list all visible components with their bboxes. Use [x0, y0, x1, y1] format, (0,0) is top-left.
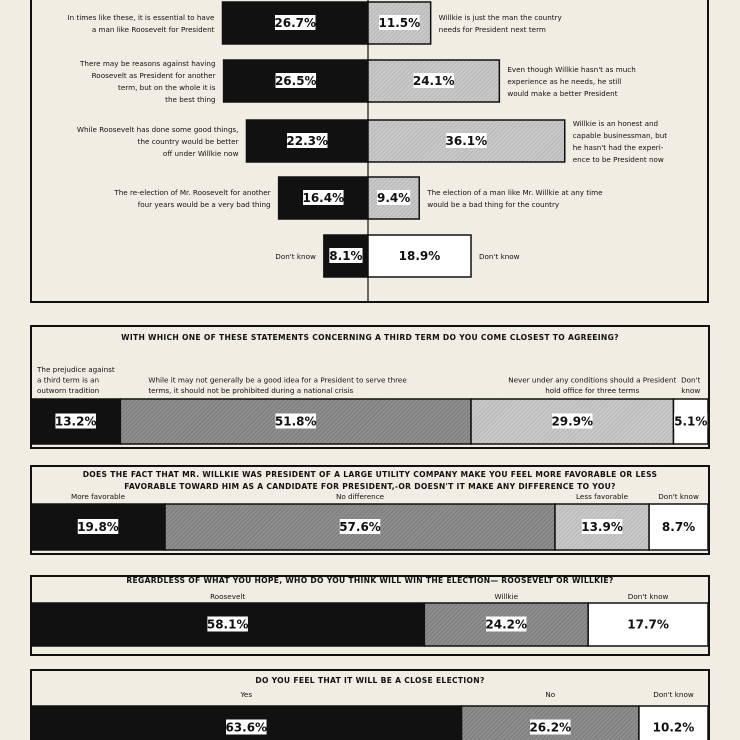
- segment-label-2-1: a third term is an: [37, 375, 100, 385]
- value-5-2: 26.2%: [529, 720, 572, 735]
- label-roosevelt-3: off under Willkie now: [162, 149, 239, 158]
- segment-label-2-3: hold office for three terms: [545, 386, 640, 395]
- panel-4-title: REGARDLESS OF WHAT YOU HOPE, WHO DO YOU THINK WILL WIN THE ELECTION— ROOSEVELT OR WILLKIE?: [126, 576, 614, 585]
- segment-label-4-2: Willkie: [494, 592, 519, 601]
- value-4-1: 58.1%: [206, 617, 249, 632]
- value-roosevelt-2: 26.5%: [274, 74, 317, 88]
- value-2-4: 5.1%: [674, 414, 708, 429]
- value-2-2: 51.8%: [274, 414, 317, 429]
- segment-label-2-2: terms, it should not be prohibited during a national crisis: [148, 386, 354, 395]
- panel-3-title: FAVORABLE TOWARD HIM AS A CANDIDATE FOR PRESIDENT,-OR DOESN'T IT MAKE ANY DIFFERENCE TO YOU?: [124, 482, 616, 491]
- value-willkie-5: 18.9%: [398, 249, 441, 263]
- segment-label-3-2: No difference: [335, 492, 385, 501]
- value-3-2: 57.6%: [339, 520, 381, 534]
- label-roosevelt-1: In times like these, it is essential to have: [67, 13, 215, 22]
- value-3-4: 8.7%: [661, 520, 696, 534]
- segment-label-2-3: Never under any conditions should a President: [508, 375, 677, 385]
- segment-label-5-3: Don't know: [653, 690, 694, 699]
- value-2-1: 13.2%: [54, 414, 97, 429]
- label-willkie-2: would make a better President: [507, 89, 618, 98]
- label-willkie-2: experience as he needs, he still: [507, 77, 622, 86]
- segment-label-2-1: outworn tradition: [37, 386, 100, 395]
- value-2-3: 29.9%: [551, 414, 594, 429]
- label-roosevelt-4: four years would be a very bad thing: [137, 200, 271, 209]
- value-4-3: 17.7%: [627, 617, 669, 632]
- label-roosevelt-3: the country would be better: [137, 137, 239, 146]
- value-roosevelt-1: 26.7%: [274, 16, 317, 30]
- panel-3-title: DOES THE FACT THAT MR. WILLKIE WAS PRESIDENT OF A LARGE UTILITY COMPANY MAKE YOU FEEL MORE FAVORABLE OR LESS: [82, 470, 658, 479]
- segment-label-5-2: No: [545, 690, 556, 699]
- label-roosevelt-2: the best thing: [165, 95, 216, 104]
- label-willkie-2: Even though Willkie hasn't as much: [507, 65, 636, 74]
- segment-label-2-4: know: [681, 386, 701, 395]
- segment-label-4-3: Don't know: [627, 592, 669, 601]
- value-3-3: 13.9%: [581, 520, 623, 534]
- segment-label-5-1: Yes: [240, 690, 253, 699]
- label-roosevelt-2: term, but on the whole it is: [118, 83, 216, 92]
- label-willkie-1: Willkie is just the man the country: [438, 13, 562, 22]
- segment-label-3-1: More favorable: [71, 492, 126, 501]
- value-4-2: 24.2%: [485, 617, 528, 632]
- label-willkie-5: Don't know: [479, 252, 520, 261]
- label-roosevelt-2: Roosevelt as President for another: [91, 71, 216, 80]
- label-willkie-3: ence to be President now: [572, 155, 664, 164]
- panel-5-title: DO YOU FEEL THAT IT WILL BE A CLOSE ELECTION?: [255, 676, 485, 685]
- segment-label-3-4: Don't know: [658, 492, 699, 501]
- value-5-1: 63.6%: [225, 720, 268, 735]
- label-roosevelt-3: While Roosevelt has done some good things,: [76, 125, 239, 134]
- label-willkie-3: Willkie is an honest and: [572, 119, 659, 128]
- label-roosevelt-5: Don't know: [275, 252, 316, 261]
- value-3-1: 19.8%: [77, 520, 119, 534]
- segment-label-3-3: Less favorable: [576, 492, 629, 501]
- label-willkie-4: The election of a man like Mr. Willkie at any time: [427, 188, 603, 197]
- panel-2-title: WITH WHICH ONE OF THESE STATEMENTS CONCERNING A THIRD TERM DO YOU COME CLOSEST TO AGREEING?: [121, 333, 619, 342]
- value-willkie-2: 24.1%: [412, 74, 455, 88]
- segment-label-4-1: Roosevelt: [210, 592, 246, 601]
- value-roosevelt-4: 16.4%: [302, 191, 345, 205]
- value-willkie-4: 9.4%: [376, 191, 411, 205]
- label-roosevelt-4: The re-election of Mr. Roosevelt for another: [114, 188, 271, 197]
- label-willkie-1: needs for President next term: [438, 25, 546, 34]
- segment-label-2-2: While it may not generally be a good idea for a President to serve three: [148, 375, 407, 385]
- segment-label-2-1: The prejudice against: [37, 365, 115, 374]
- label-willkie-3: capable businessman, but: [572, 131, 668, 140]
- value-roosevelt-3: 22.3%: [286, 134, 329, 148]
- label-willkie-3: he hasn't had the experi-: [572, 143, 664, 152]
- value-willkie-1: 11.5%: [378, 16, 421, 30]
- label-willkie-4: would be a bad thing for the country: [427, 200, 560, 209]
- segment-label-2-4: Don't: [681, 375, 701, 385]
- value-roosevelt-5: 8.1%: [329, 249, 363, 263]
- value-5-3: 10.2%: [652, 720, 695, 735]
- label-roosevelt-1: a man like Roosevelt for President: [91, 25, 215, 34]
- value-willkie-3: 36.1%: [445, 134, 488, 148]
- label-roosevelt-2: There may be reasons against having: [80, 59, 216, 68]
